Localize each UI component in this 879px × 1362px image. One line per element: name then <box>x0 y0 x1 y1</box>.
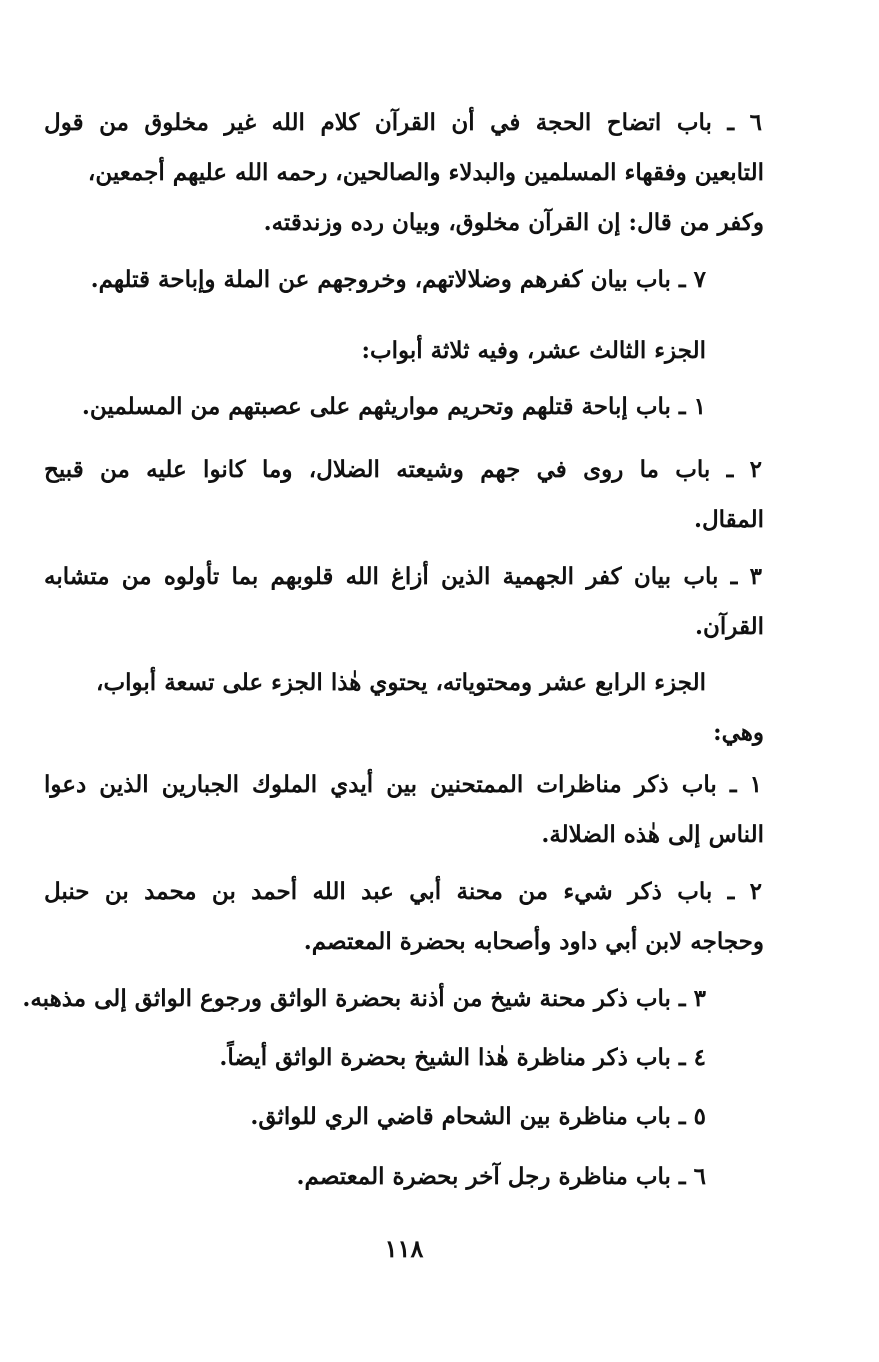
text-line: ٦ ـ باب مناظرة رجل آخر بحضرة المعتصم. <box>296 1163 706 1190</box>
text-line: ٣ ـ باب بيان كفر الجهمية الذين أزاغ الله قلوبهم بما تأولوه من متشابه <box>44 563 763 590</box>
text-line: ٥ ـ باب مناظرة بين الشحام قاضي الري للواثق. <box>250 1103 706 1130</box>
text-line: ٤ ـ باب ذكر مناظرة هٰذا الشيخ بحضرة الواثق أيضاً. <box>219 1044 706 1071</box>
text-line: الناس إلى هٰذه الضلالة. <box>541 821 764 848</box>
text-line: التابعين وفقهاء المسلمين والبدلاء والصالحين، رحمه الله عليهم أجمعين، <box>87 159 764 186</box>
text-line: ١ ـ باب ذكر مناظرات الممتحنين بين أيدي الملوك الجبارين الذين دعوا <box>44 771 762 798</box>
text-line: وكفر من قال: إن القرآن مخلوق، وبيان رده وزندقته. <box>263 209 764 236</box>
section-heading: الجزء الرابع عشر ومحتوياته، يحتوي هٰذا الجزء على تسعة أبواب، <box>96 669 706 696</box>
text-line: وحجاجه لابن أبي داود وأصحابه بحضرة المعتصم. <box>303 928 764 955</box>
text-line: ٢ ـ باب ذكر شيء من محنة أبي عبد الله أحمد بن محمد بن حنبل <box>44 878 762 905</box>
text-line: ٢ ـ باب ما روى في جهم وشيعته الضلال، وما كانوا عليه من قبيح <box>44 456 762 483</box>
text-line: ٧ ـ باب بيان كفرهم وضلالاتهم، وخروجهم عن الملة وإباحة قتلهم. <box>90 266 706 293</box>
text-line: ١ ـ باب إباحة قتلهم وتحريم مواريثهم على عصبتهم من المسلمين. <box>81 393 706 420</box>
text-line: ٣ ـ باب ذكر محنة شيخ من أذنة بحضرة الواثق ورجوع الواثق إلى مذهبه. <box>22 985 706 1012</box>
section-heading: الجزء الثالث عشر، وفيه ثلاثة أبواب: <box>361 337 706 364</box>
page-number: ١١٨ <box>384 1234 424 1263</box>
text-line: ٦ ـ باب اتضاح الحجة في أن القرآن كلام الله غير مخلوق من قول <box>44 109 762 136</box>
text-line: المقال. <box>693 506 764 533</box>
text-line: القرآن. <box>694 613 764 640</box>
section-heading: وهي: <box>713 719 764 746</box>
